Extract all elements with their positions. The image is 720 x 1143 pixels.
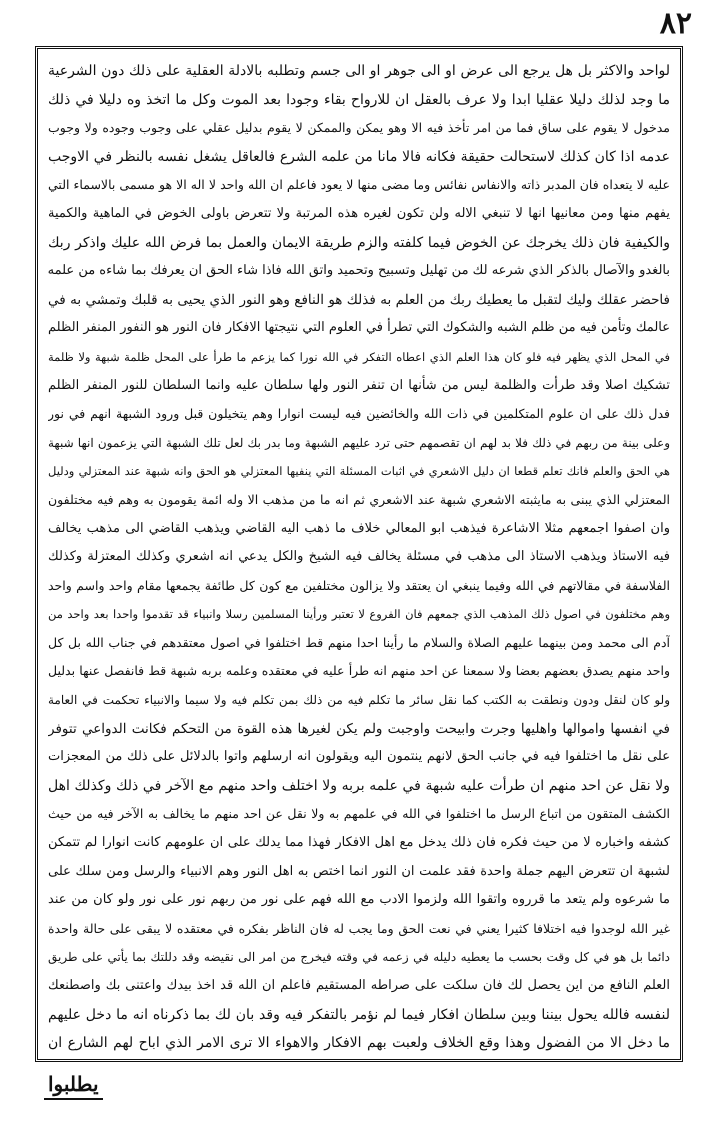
text-line: آدم الى محمد ومن بينهما عليهم الصلاة والسلام ما رأينا احدا منهم قط اختلفوا في اصول معتقدهم في جناب الله بل كل bbox=[48, 634, 670, 650]
text-line: لشبهة ان تتعرض اليهم جملة واحدة فقد علمت ان النور انما اختص به اهل النور وهم الانبياء والرسل ومن سلك على bbox=[48, 863, 670, 879]
text-line: ولا نقل عن احد منهم ان طرأت عليه شبهة في علمه بربه ولا اختلف واحد منهم مع الآخر في ذلك وكذلك اهل bbox=[48, 777, 670, 794]
text-line: فيه الاستاذ ويذهب الاستاذ الى مذهب في مسئلة يخالف فيه الشيخ والكل يدعي انه اشعري وكذلك المعتزلة وكذلك bbox=[48, 549, 670, 565]
text-line: والكيفية فان ذلك يخرجك عن الخوض فيما كلفته والزم طريقة الايمان والعمل بما فرض الله عليك واذكر ربك bbox=[48, 234, 670, 251]
text-line: بالغدو والآصال بالذكر الذي شرعه لك من تهليل وتسبيح وتحميد واتق الله فاذا شاء الحق ان يعرفك بما شاءه من علمه bbox=[48, 263, 670, 279]
text-line: عالمك وتأمن فيه من ظلم الشبه والشكوك التي تطرأ في العلوم التي نتيجتها الافكار فان النور هو النفور المنفر الظلم bbox=[48, 320, 670, 336]
text-line: ولو كان لنقل ودون ونطقت به الكتب كما نقل سائر ما تكلم فيه من ذلك بمن تكلم فيه ولا سيما والانبياء تحكمت في العامة bbox=[48, 693, 670, 708]
text-line: غير الله لوجدوا فيه اختلافا كثيرا يعني في نعت الحق وما يجب له فان الناظر بفكره في معتقده لا يبقى على حالة واحدة bbox=[48, 920, 670, 936]
text-line: يفهم منها ومن معانيها انها لا تنبغي الاله ولن تكون لغيره هذه المرتبة ولا تتعرض باولى الخوض في الماهية والكمية bbox=[48, 205, 670, 221]
text-line: في انفسها واموالها واهليها وجرت وابيحت واوجبت ولم يكن لغيرها هذه القوة من التحكم فكانت الدواعي تتوفر bbox=[48, 720, 670, 737]
text-line: لنفسه فالله يحول بيننا وبين سلطان افكار فيما لم نؤمر بالتفكر فيه وقد بان لك بما ذكرناه انه ما دخل عليهم bbox=[48, 1006, 670, 1023]
text-body bbox=[48, 57, 670, 1058]
text-line: واحد منهم يصدق بعضهم بعضا ولا سمعنا عن احد منهم انه طرأ عليه في معتقده وعلمه بربه شبهة قط فانفصل عنها بدليل bbox=[48, 663, 670, 679]
text-line: المعتزلي الذي يبنى به مايثبته الاشعري شبهة عند الاشعري ثم انه ما من مذهب الا وله ائمة يقومون به وهم فيه مختلفون bbox=[48, 491, 670, 507]
text-line: فدل ذلك على ان علوم المتكلمين في ذات الله والخائضين فيه ليست انوارا وهم يتخيلون قبل ورود الشبهة انهم في نور bbox=[48, 406, 670, 422]
text-line: عليه لا يتعداه فان المدبر ذاته والانفاس نفائس وما مضى منها لا يعود فاعلم ان الله واحد لا اله الا هو مسمى بالاسماء التي bbox=[48, 177, 670, 193]
text-line: الفلاسفة في مقالاتهم في الله وفيما ينبغي ان يعتقد ولا يزالون مختلفين مع كون كل طائفة يجمعها مقام واحد واسم واحد bbox=[48, 577, 670, 593]
text-line: كشفه واخباره لا من حيث فكره فان ذلك يدخل مع اهل الافكار فهذا مما يدلك على ان علومهم كانت انوارا لم تتمكن bbox=[48, 835, 670, 851]
text-line: ما وجد لذلك دليلا عقليا ابدا ولا عرف بالعقل ان للارواح بقاء وجودا بعد الموت وكل ما اتخذ وه دليلا في ذلك bbox=[48, 91, 670, 108]
text-line: العلم النافع من اين يحصل لك فان سلكت على صراطه المستقيم فاعلم ان الله قد اخذ بيدك واعتنى بك واصطنعك bbox=[48, 978, 670, 993]
text-line: عدمه اذا كان كذلك لاستحالت حقيقة فكانه فالا مانا من علمه الشرع فالعاقل يشغل نفسه بالنظر في الاوجب bbox=[48, 148, 670, 165]
page-number: ٨٢ bbox=[659, 6, 692, 41]
text-line: مدخول لا يقوم على ساق فما من امر تأخذ فيه الا وهو يمكن والممكن لا يقوم بدليل عقلي على وجوب وجوده ولا وجوب bbox=[48, 120, 670, 136]
text-line: وان اصفوا اجمعهم مثلا الاشاعرة فيذهب ابو المعالي خلاف ما ذهب اليه القاضي ويذهب القاضي الى مذهب يخالف bbox=[48, 520, 670, 536]
text-line: ما دخل الا من الفضول وهذا وقع الخلاف ولعبت بهم الافكار والاهواء الا ترى الامر الذي اباح لهم الشارع ان bbox=[48, 1035, 670, 1052]
text-line: لواحد والاكثر بل هل يرجع الى عرض او الى جوهر او الى جسم وتطلبه بالادلة العقلية على ذلك دون الشرعية bbox=[48, 63, 670, 79]
text-line: تشكيك اصلا وقد طرأت والظلمة ليس من شأنها ان تنفر النور ولها سلطان عليه وانما السلطان للنور المنفر الظلم bbox=[48, 377, 670, 393]
text-line: فاحضر عقلك وليك لتقبل ما يعطيك ربك من العلم به فذلك هو النافع وهو النور الذي يحيى به قلبك وتمشي به في bbox=[48, 291, 670, 308]
text-line: دائما بل هو في كل وقت بحسب ما يعطيه دليله في زعمه في وقته فيخرج من امر الى نقيضه وقد دللتك بما يأتي على طريق bbox=[48, 950, 670, 965]
text-line: ما شرعوه ولم يتعد ما قرروه واتقوا الله ولزموا الادب مع الله فهم على نور من ربهم نور على نور ولو كان من عند bbox=[48, 892, 670, 908]
text-frame bbox=[35, 46, 683, 1062]
text-line: الكشف المتقون من اتباع الرسل ما اختلفوا في الله في علمهم به ولا نقل عن احد منهم ما يخالف به الآخر فيه من حيث bbox=[48, 806, 670, 822]
text-line: وهم مختلفون في اصول ذلك المذهب الذي جمعهم فان الفروع لا تعتبر ورأينا المسلمين رسلا وانبياء قد تقدموا واحدا بعد واحد من bbox=[48, 607, 670, 622]
text-line: على نقل ما اختلفوا فيه في جانب الحق لانهم ينتمون اليه ويقولون انه ارسلهم واتوا بالدلائل على ذلك من المعجزات bbox=[48, 749, 670, 765]
text-line: هي الحق والعلم فانك تعلم قطعا ان دليل الاشعري في اثبات المسئلة التي ينفيها المعتزلي هو الحق وانه شبهة عند المعتزلي ودليل bbox=[48, 464, 670, 479]
catchword: يطلبوا bbox=[44, 1072, 103, 1100]
text-line: في المحل الذي يظهر فيه فلو كان هذا العلم الذي اعطاه التفكر في الله نورا كما يزعم ما طرأ على المحل ظلمة شبهة ولا ظلمة bbox=[48, 349, 670, 364]
text-line: وعلى بينة من ربهم في ذلك فلا بد لهم ان تقصمهم حتى ترد عليهم الشبهة وما بدر بك لعل تلك الشبهة التي يزعمون انها شبهة bbox=[48, 435, 670, 450]
